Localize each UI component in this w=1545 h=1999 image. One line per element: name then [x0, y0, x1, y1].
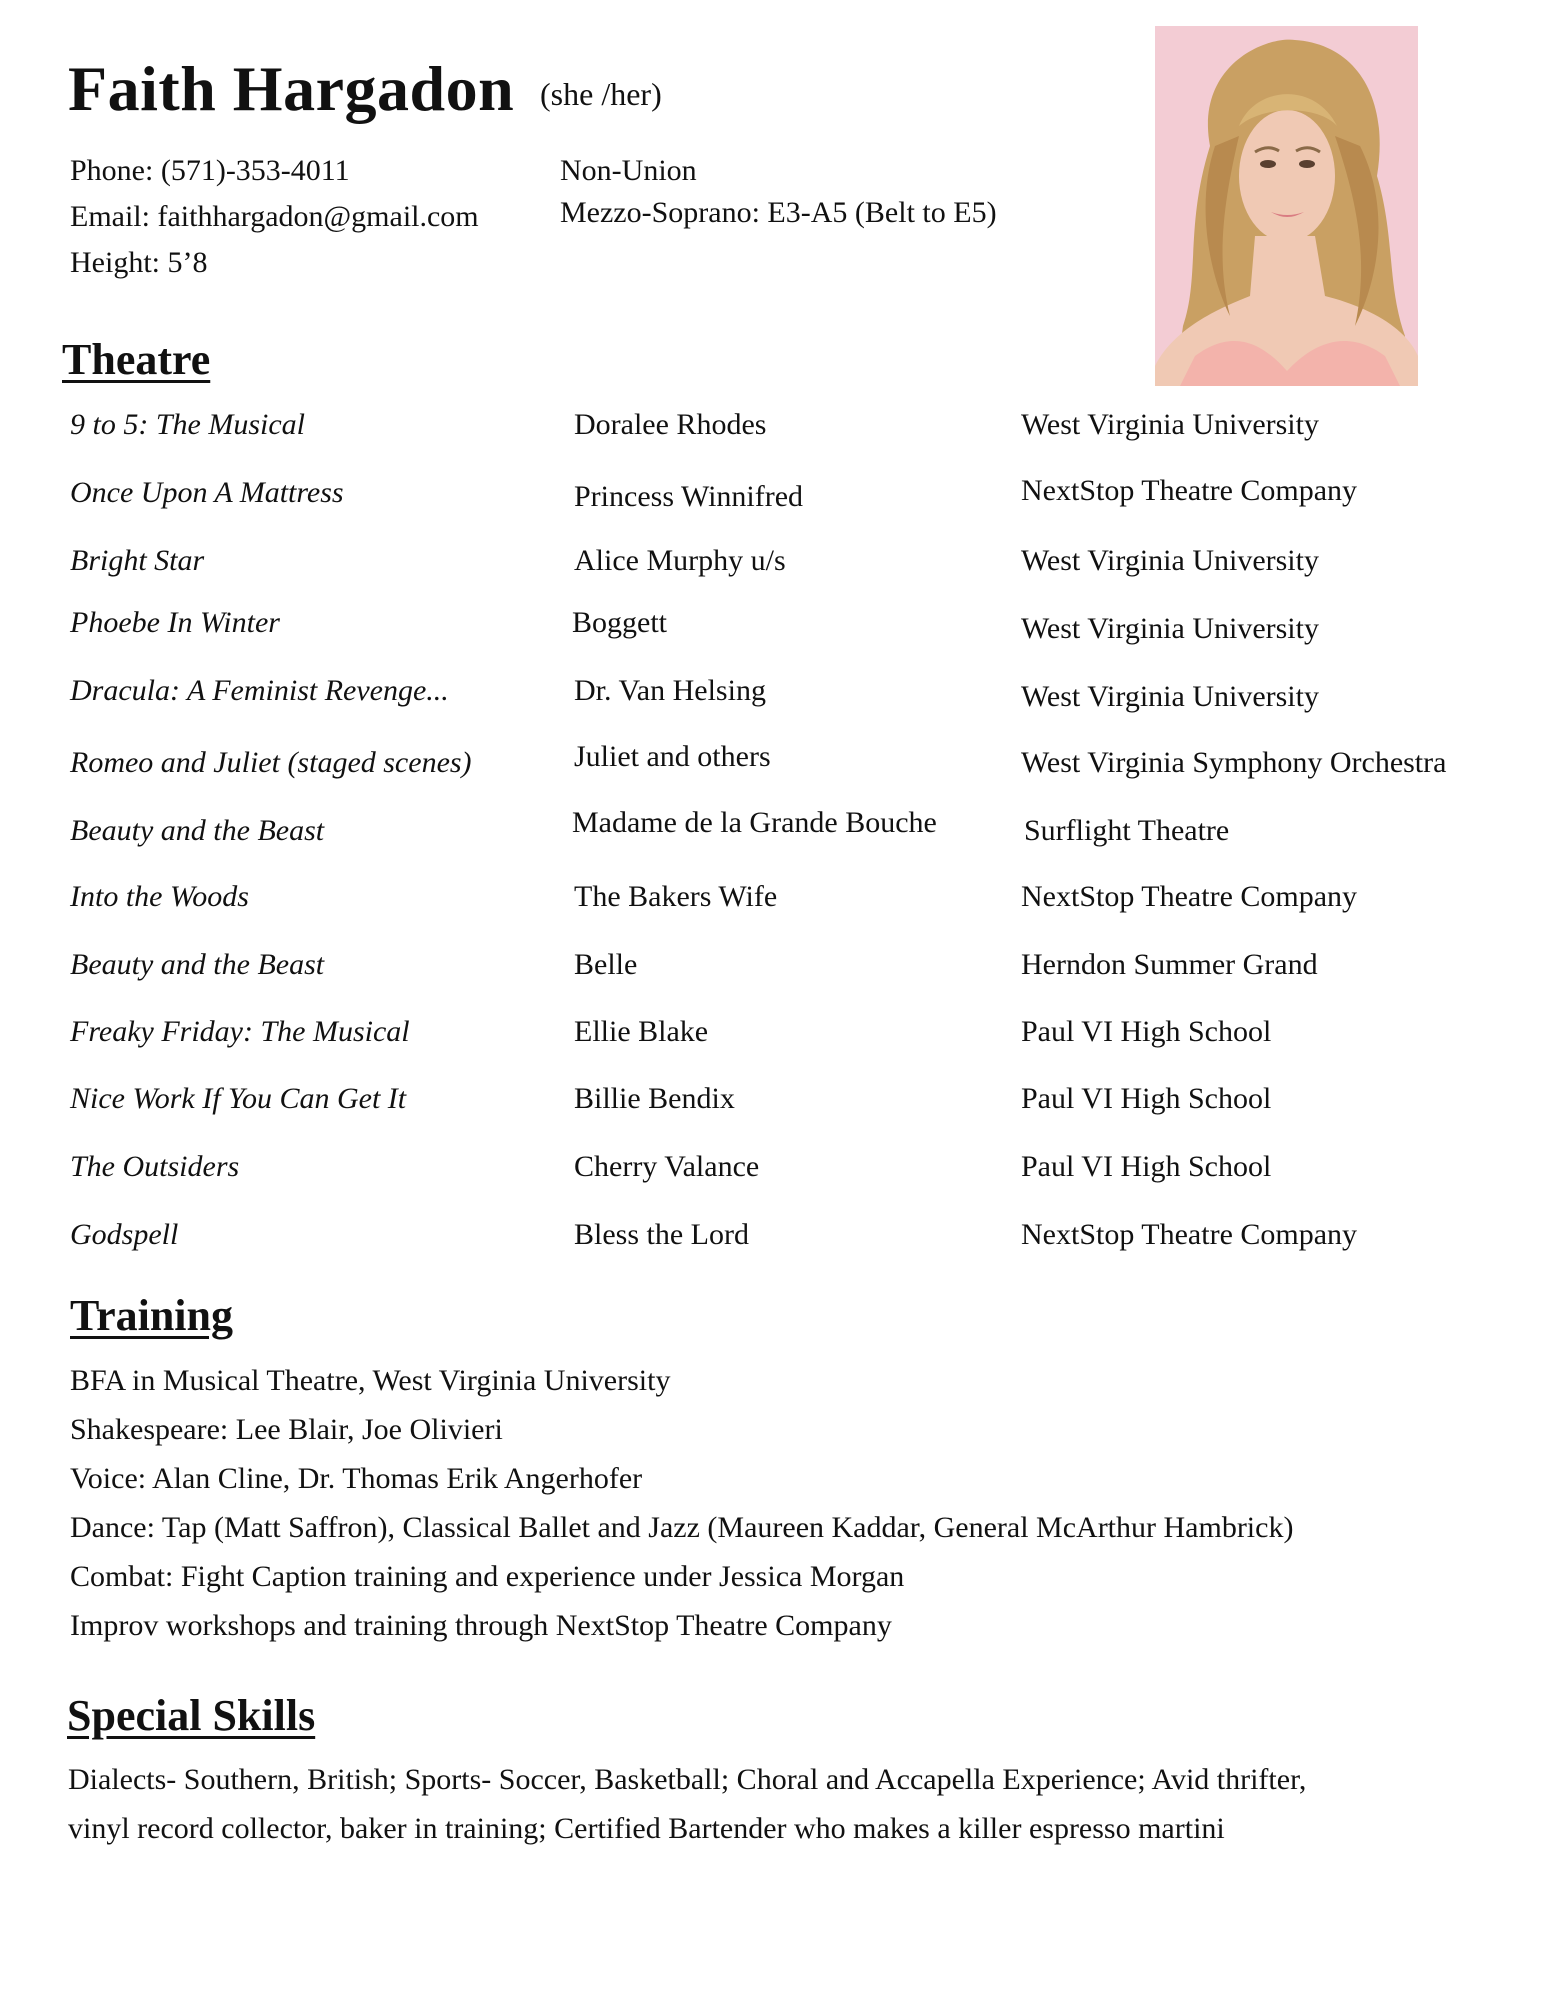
training-heading: Training: [70, 1291, 234, 1340]
credit-role: The Bakers Wife: [574, 880, 778, 913]
credit-role: Bless the Lord: [574, 1218, 749, 1251]
credit-role: Belle: [574, 948, 638, 981]
credit-venue: NextStop Theatre Company: [1021, 474, 1358, 507]
credit-venue: Surflight Theatre: [1024, 814, 1230, 847]
headshot-image: [1155, 26, 1418, 386]
pronouns: (she /her): [540, 76, 662, 112]
credit-venue: West Virginia University: [1021, 680, 1319, 713]
credit-role: Madame de la Grande Bouche: [572, 806, 937, 839]
credit-title: Once Upon A Mattress: [70, 476, 344, 509]
training-line: Voice: Alan Cline, Dr. Thomas Erik Angerhofer: [70, 1462, 643, 1495]
phone-line: Phone: (571)-353-4011: [70, 154, 350, 187]
credit-role: Cherry Valance: [574, 1150, 760, 1183]
credit-title: Dracula: A Feminist Revenge...: [70, 674, 449, 707]
special-skills-heading: Special Skills: [67, 1691, 316, 1740]
credit-venue: Paul VI High School: [1021, 1015, 1272, 1048]
email-line: Email: faithhargadon@gmail.com: [70, 200, 479, 233]
credit-venue: West Virginia University: [1021, 408, 1319, 441]
credit-role: Boggett: [572, 606, 667, 639]
credit-venue: Paul VI High School: [1021, 1150, 1272, 1183]
voice-range: Mezzo-Soprano: E3-A5 (Belt to E5): [560, 196, 997, 229]
credit-title: Beauty and the Beast: [70, 948, 325, 981]
credit-venue: West Virginia University: [1021, 544, 1319, 577]
credit-venue: Paul VI High School: [1021, 1082, 1272, 1115]
training-line: Dance: Tap (Matt Saffron), Classical Ballet and Jazz (Maureen Kaddar, General McArthur Hambrick): [70, 1511, 1294, 1544]
theatre-heading: Theatre: [62, 335, 211, 384]
credit-title: Into the Woods: [70, 880, 249, 913]
training-line: Improv workshops and training through NextStop Theatre Company: [70, 1609, 892, 1642]
credit-title: Nice Work If You Can Get It: [70, 1082, 407, 1115]
credit-role: Dr. Van Helsing: [574, 674, 766, 707]
name-heading: Faith Hargadon: [68, 53, 515, 124]
credit-role: Doralee Rhodes: [574, 408, 767, 441]
credit-role: Juliet and others: [574, 740, 771, 773]
credit-role: Ellie Blake: [574, 1015, 709, 1048]
credit-role: Billie Bendix: [574, 1082, 735, 1115]
skills-line: Dialects- Southern, British; Sports- Soccer, Basketball; Choral and Accapella Experience; Avid thrifter,: [68, 1763, 1307, 1796]
credit-title: Romeo and Juliet (staged scenes): [70, 746, 472, 779]
credit-title: The Outsiders: [70, 1150, 240, 1183]
height-line: Height: 5’8: [70, 246, 208, 279]
credit-venue: NextStop Theatre Company: [1021, 1218, 1358, 1251]
credit-venue: West Virginia Symphony Orchestra: [1021, 746, 1447, 779]
credit-title: Beauty and the Beast: [70, 814, 325, 847]
credit-venue: Herndon Summer Grand: [1021, 948, 1318, 981]
credit-venue: West Virginia University: [1021, 612, 1319, 645]
credit-title: 9 to 5: The Musical: [70, 408, 305, 441]
credit-role: Princess Winnifred: [574, 480, 804, 513]
union-status: Non-Union: [560, 154, 697, 187]
credit-title: Phoebe In Winter: [70, 606, 280, 639]
credit-venue: NextStop Theatre Company: [1021, 880, 1358, 913]
credit-title: Bright Star: [70, 544, 205, 577]
credit-title: Godspell: [70, 1218, 179, 1251]
skills-line: vinyl record collector, baker in training; Certified Bartender who makes a killer espresso martini: [68, 1812, 1225, 1845]
credit-title: Freaky Friday: The Musical: [70, 1015, 410, 1048]
training-line: Combat: Fight Caption training and experience under Jessica Morgan: [70, 1560, 905, 1593]
headshot-photo: [1155, 26, 1418, 386]
training-line: Shakespeare: Lee Blair, Joe Olivieri: [70, 1413, 503, 1446]
training-line: BFA in Musical Theatre, West Virginia University: [70, 1364, 671, 1397]
credit-role: Alice Murphy u/s: [574, 544, 786, 577]
